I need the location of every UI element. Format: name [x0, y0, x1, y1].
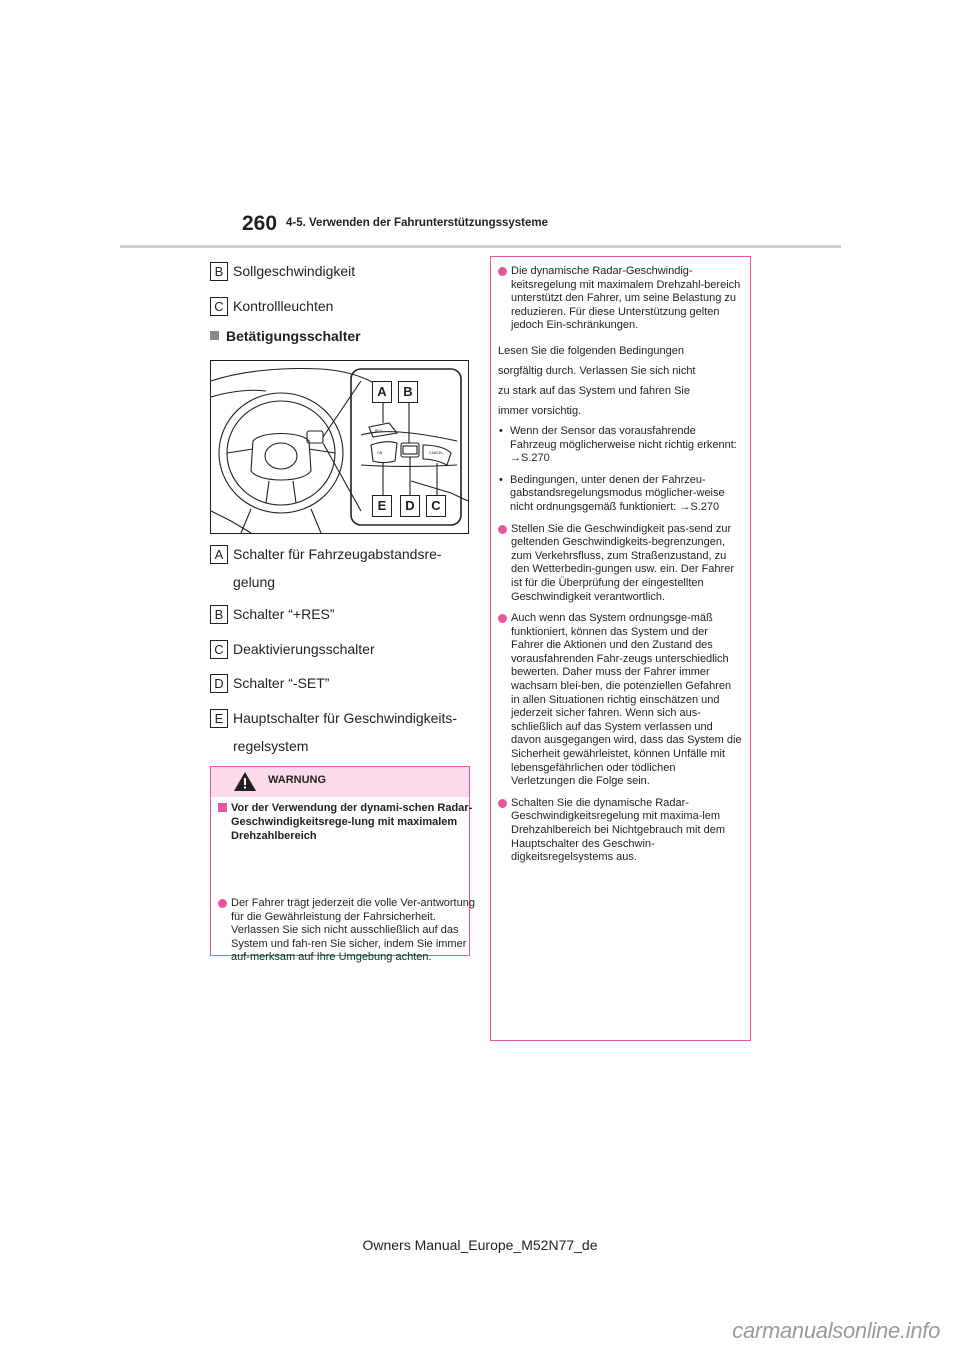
warning-body: [218, 897, 476, 965]
info-bullet-text: Die dynamische Radar-Geschwindig-keitsregelung mit maximalem Drehzahl-bereich unterstützt den Fahrer, um seine Belastung zu reduzieren. Für diese Unterstützung gelten jedoch Ein-schränkungen.: [511, 265, 741, 332]
bullet-dot-icon: [218, 899, 227, 908]
letter-box: D: [210, 674, 228, 693]
info-bullet: [498, 612, 742, 789]
item-label: Hauptschalter für Geschwindigkeits-: [233, 710, 458, 726]
warning-triangle-icon: [233, 771, 257, 792]
info-plain-line: Lesen Sie die folgenden Bedingungen: [498, 344, 684, 357]
letter-box: E: [210, 709, 228, 728]
dash-bullet-icon: •: [499, 473, 503, 486]
footer-manual-id: Owners Manual_Europe_M52N77_de: [362, 1237, 598, 1253]
item-label: Schalter “+RES”: [233, 606, 335, 622]
item-label: Deaktivierungsschalter: [233, 641, 375, 657]
info-dash-text: Bedingungen, unter denen der Fahrzeu-gabstandsregelungsmodus möglicher-weise nicht ordnungsgemäß funktioniert: →S.270: [510, 473, 725, 513]
bullet-dot-icon: [498, 614, 507, 623]
item-label-continuation: regelsystem: [233, 738, 309, 754]
info-dash-item: [498, 425, 742, 466]
letter-box: C: [210, 640, 228, 659]
letter-box: B: [210, 605, 228, 624]
item-label: Schalter für Fahrzeugabstandsre-: [233, 546, 442, 562]
info-bullet: [498, 265, 742, 333]
letter-box: B: [210, 262, 228, 281]
subheading-text: Betätigungsschalter: [226, 328, 361, 344]
warning-header: [211, 767, 469, 797]
header-rule: [120, 245, 841, 248]
info-bullet-text: Stellen Sie die Geschwindigkeit pas-send zur geltenden Geschwindigkeits-begrenzungen, zum Verkehrsfluss, zum Straßenzustand, zu den Wetterbedin-gungen usw. ein. Der Fahrer ist für die Überprüfung der eingestellten Geschwindigkeit verantwortlich.: [511, 522, 734, 603]
svg-text:CANCEL: CANCEL: [429, 451, 444, 455]
info-plain-line: zu stark auf das System und fahren Sie: [498, 384, 690, 397]
steering-switch-illustration: [210, 360, 469, 534]
info-plain-line: sorgfältig durch. Verlassen Sie sich nicht: [498, 364, 696, 377]
warning-box: [210, 766, 475, 963]
watermark[interactable]: carmanualsonline.info: [732, 1318, 940, 1343]
callout-c: C: [426, 495, 446, 517]
info-dash-text: Wenn der Sensor das vorausfahrende Fahrzeug möglicherweise nicht richtig erkennt: →S.270: [510, 424, 737, 465]
bullet-dot-icon: [498, 799, 507, 808]
info-bullet-text: Auch wenn das System ordnungsge-mäß funktioniert, können das System und der Fahrer die Aktionen und den Zustand des vorausfahrenden Fahr-zeugs unterschiedlich bewerten. Daher muss der Fahrer immer wachsam blei-ben, die potenziellen Gefahren in allen Situationen richtig einschätzen und jederzeit sicher fahren. Wenn sich aus-schließlich auf das System verlassen und davon ausgegangen wird, dass das System die Sicherheit gewährleistet, können Unfälle mit lebensgefährlichen oder tödlichen Verletzungen die Folge sein.: [511, 612, 742, 788]
warning-subheading-text: Vor der Verwendung der dynami-schen Radar-Geschwindigkeitsrege-lung mit maximalem Drehzahlbereich: [231, 802, 473, 842]
svg-text:ON: ON: [377, 451, 383, 455]
callout-d: D: [400, 495, 420, 517]
warning-title: WARNUNG: [268, 774, 327, 786]
item-label: Kontrollleuchten: [233, 298, 334, 314]
letter-box: A: [210, 545, 228, 564]
section-title: 4-5. Verwenden der Fahrunterstützungssysteme: [286, 217, 549, 229]
warning-body-text: Der Fahrer trägt jederzeit die volle Ver-antwortung für die Gewährleistung der Fahrsicherheit. Verlassen Sie sich nicht ausschließlich auf das System und fah-ren Sie sicher, indem Sie immer auf-merksam auf Ihre Umgebung achten.: [231, 897, 475, 963]
item-label: Sollgeschwindigkeit: [233, 263, 356, 279]
callout-a: A: [372, 381, 392, 403]
dash-bullet-icon: •: [499, 424, 503, 437]
info-plain-line: immer vorsichtig.: [498, 404, 582, 417]
item-label-continuation: gelung: [233, 574, 276, 590]
bullet-dot-icon: [498, 525, 507, 534]
info-box: [490, 256, 751, 1041]
info-plain-text: [498, 341, 742, 421]
letter-box: C: [210, 297, 228, 316]
subheading: [210, 328, 361, 344]
info-dash-item: [498, 474, 742, 515]
info-bullet: [498, 523, 742, 605]
callout-b: B: [398, 381, 418, 403]
square-bullet-icon: [218, 803, 227, 812]
svg-text:RES: RES: [375, 429, 382, 433]
info-bullet: [498, 797, 742, 865]
bullet-dot-icon: [498, 267, 507, 276]
info-bullet-text: Schalten Sie die dynamische Radar-Geschwindigkeitsregelung mit maxima-lem Drehzahlbereich bei Nichtgebrauch mit dem Hauptschalter des Geschwin-digkeitsregelsystems aus.: [511, 796, 725, 864]
warning-subheading: [218, 801, 476, 843]
callout-e: E: [372, 495, 392, 517]
item-label: Schalter “-SET”: [233, 675, 330, 691]
page-number: 260: [242, 212, 278, 235]
square-bullet-icon: [210, 331, 219, 340]
